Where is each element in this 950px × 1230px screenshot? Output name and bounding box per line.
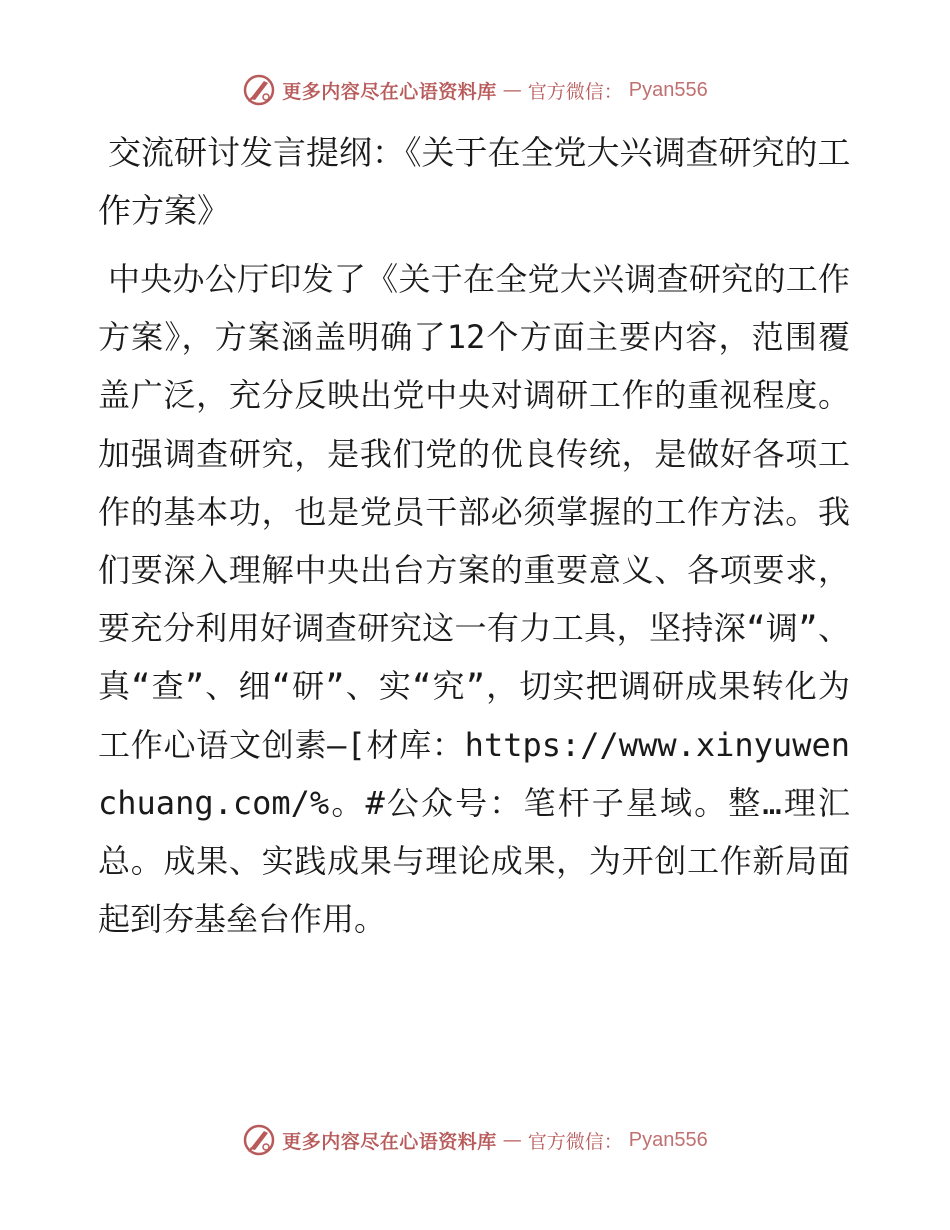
banner-wechat-label: 官方微信：	[527, 80, 623, 103]
document-title: 交流研讨发言提纲：《关于在全党大兴调查研究的工作方案》	[98, 133, 851, 230]
banner-content	[242, 1123, 708, 1157]
banner-wechat-label: 官方微信：	[527, 1130, 623, 1153]
banner-site-text: 更多内容尽在心语资料库	[282, 1130, 497, 1153]
banner-wechat-id: Pyan556	[628, 1128, 708, 1151]
quill-pen-logo-icon	[242, 1123, 276, 1157]
header-watermark-banner	[0, 70, 950, 110]
banner-wechat-id: Pyan556	[628, 78, 708, 101]
footer-watermark-banner	[0, 1120, 950, 1160]
document-body-paragraph: 中央办公厅印发了《关于在全党大兴调查研究的工作方案》，方案涵盖明确了12个方面主要内容，范围覆盖广泛，充分反映出党中央对调研工作的重视程度。加强调查研究，是我们党的优良传统，是做好各项工作的基本功，也是党员干部必须掌握的工作方法。我们要深入理解中央出台方案的重要意义、各项要求，要充分利用好调查研究这一有力工具，坚持深“调”、真“查”、细“研”、实“究”，切实把调研成果转化为工作心语文创素—[材库：https://www.xinyuwenchuang.com/%。#公众号：笔杆子星域。整…理汇总。成果、实践成果与理论成果，为开创工作新局面起到夯基垒台作用。	[98, 260, 850, 939]
banner-site-text: 更多内容尽在心语资料库	[282, 80, 497, 103]
banner-dash: —	[502, 79, 522, 101]
banner-content	[242, 73, 708, 107]
quill-pen-logo-icon	[242, 73, 276, 107]
banner-dash: —	[502, 1129, 522, 1151]
